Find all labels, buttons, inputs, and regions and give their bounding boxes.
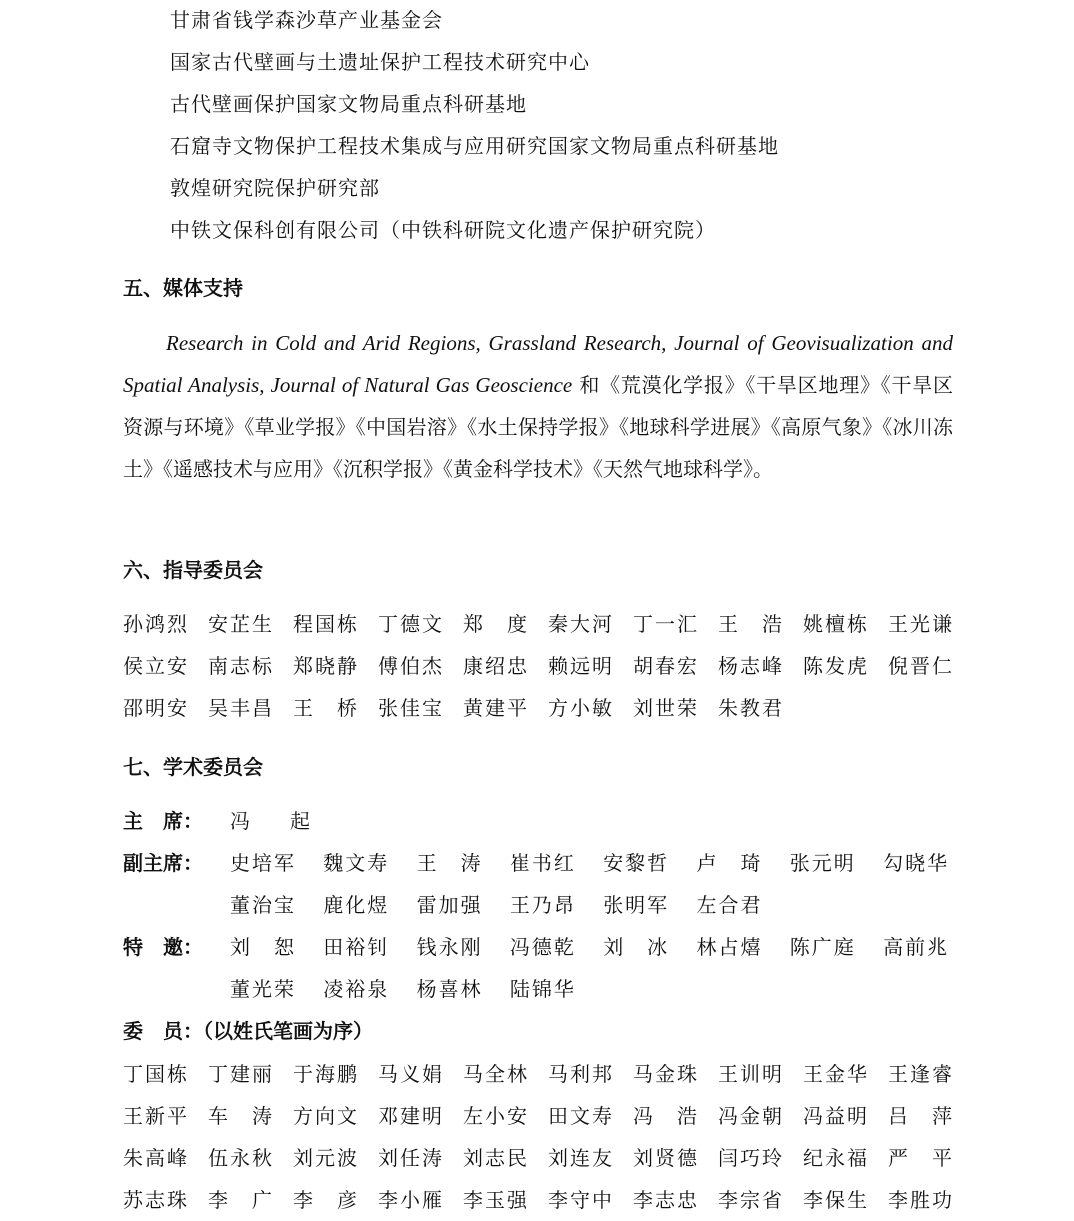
person-name: 史培军 <box>230 851 294 875</box>
person-name: 赖远明 <box>548 654 612 678</box>
person-name: 程国栋 <box>293 612 357 636</box>
person-name: 左合君 <box>696 893 761 917</box>
person-name: 刘 恕 <box>230 935 294 959</box>
section-heading-academic: 七、学术委员会 <box>123 755 263 779</box>
person-name: 邵明安 <box>123 696 187 720</box>
person-name: 马金珠 <box>633 1062 697 1086</box>
person-name: 高前兆 <box>883 935 948 959</box>
person-name: 林占熺 <box>696 935 761 959</box>
person-name: 康绍忠 <box>463 654 527 678</box>
person-name: 严 平 <box>888 1146 952 1170</box>
person-name: 马全林 <box>463 1062 527 1086</box>
person-name: 董光荣 <box>230 977 294 1001</box>
person-name: 方向文 <box>293 1104 357 1128</box>
person-name: 朱教君 <box>718 696 782 720</box>
person-name: 伍永秋 <box>208 1146 272 1170</box>
person-name: 姚檀栋 <box>803 612 867 636</box>
journals-english: Research in Cold and Arid Regions, Grassland Research, Journal of Geovisualization and Spatial Analysis, Journal of Natural Gas Geoscience <box>123 331 953 397</box>
person-name: 鹿化煜 <box>323 893 388 917</box>
organizer-line: 古代壁画保护国家文物局重点科研基地 <box>170 92 527 116</box>
person-name: 刘连友 <box>548 1146 612 1170</box>
person-name: 秦大河 <box>548 612 612 636</box>
person-name: 黄建平 <box>463 696 527 720</box>
person-name: 王 浩 <box>718 612 782 636</box>
media-journals-paragraph <box>123 322 953 490</box>
person-name: 李宗省 <box>718 1188 782 1212</box>
person-name: 刘贤德 <box>633 1146 697 1170</box>
person-name: 王逢睿 <box>888 1062 952 1086</box>
person-name: 王光谦 <box>888 612 952 636</box>
person-name: 刘志民 <box>463 1146 527 1170</box>
person-name: 李志忠 <box>633 1188 697 1212</box>
person-name: 南志标 <box>208 654 272 678</box>
invited-label: 特 邀： <box>123 935 203 959</box>
person-name: 侯立安 <box>123 654 187 678</box>
person-name: 左小安 <box>463 1104 527 1128</box>
section-heading-steering: 六、指导委员会 <box>123 558 263 582</box>
journals-chinese: 和《荒漠化学报》《干旱区地理》《干旱区资源与环境》《草业学报》《中国岩溶》《水土保持学报》《地球科学进展》《高原气象》《冰川冻土》《遥感技术与应用》《沉积学报》《黄金科学技术》《天然气地球科学》。 <box>123 373 953 481</box>
person-name: 苏志珠 <box>123 1188 187 1212</box>
person-name: 郑 度 <box>463 612 527 636</box>
person-name: 丁国栋 <box>123 1062 187 1086</box>
chair-name: 冯 起 <box>230 809 310 833</box>
person-name: 董治宝 <box>230 893 294 917</box>
person-name: 吴丰昌 <box>208 696 272 720</box>
organizer-line: 敦煌研究院保护研究部 <box>170 176 380 200</box>
person-name: 凌裕泉 <box>323 977 388 1001</box>
person-name: 刘元波 <box>293 1146 357 1170</box>
person-name: 傅伯杰 <box>378 654 442 678</box>
person-name: 田文寿 <box>548 1104 612 1128</box>
person-name: 王训明 <box>718 1062 782 1086</box>
section-heading-media: 五、媒体支持 <box>123 276 243 300</box>
person-name: 郑晓静 <box>293 654 357 678</box>
chair-label: 主 席： <box>123 809 203 833</box>
person-name: 勾晓华 <box>883 851 948 875</box>
person-name: 王新平 <box>123 1104 187 1128</box>
person-name: 王金华 <box>803 1062 867 1086</box>
person-name: 刘任涛 <box>378 1146 442 1170</box>
person-name: 安芷生 <box>208 612 272 636</box>
person-name: 王 涛 <box>416 851 481 875</box>
person-name: 张明军 <box>603 893 668 917</box>
person-name: 雷加强 <box>416 893 481 917</box>
person-name: 张元明 <box>789 851 854 875</box>
person-name: 邓建明 <box>378 1104 442 1128</box>
person-name: 李保生 <box>803 1188 867 1212</box>
person-name: 魏文寿 <box>323 851 388 875</box>
person-name: 冯 浩 <box>633 1104 697 1128</box>
person-name: 马义娟 <box>378 1062 442 1086</box>
person-name: 钱永刚 <box>416 935 481 959</box>
person-name: 丁建丽 <box>208 1062 272 1086</box>
person-name: 丁一汇 <box>633 612 697 636</box>
person-name: 李 广 <box>208 1188 272 1212</box>
person-name: 车 涛 <box>208 1104 272 1128</box>
person-name: 刘世荣 <box>633 696 697 720</box>
person-name: 杨喜林 <box>416 977 481 1001</box>
person-name: 王乃昂 <box>509 893 574 917</box>
organizer-line: 国家古代壁画与土遗址保护工程技术研究中心 <box>170 50 590 74</box>
person-name: 李玉强 <box>463 1188 527 1212</box>
person-name: 崔书红 <box>509 851 574 875</box>
organizer-line: 石窟寺文物保护工程技术集成与应用研究国家文物局重点科研基地 <box>170 134 779 158</box>
person-name: 孙鸿烈 <box>123 612 187 636</box>
person-name: 卢 琦 <box>696 851 761 875</box>
person-name: 马利邦 <box>548 1062 612 1086</box>
person-name: 陈广庭 <box>789 935 854 959</box>
person-name: 冯益明 <box>803 1104 867 1128</box>
person-name: 方小敏 <box>548 696 612 720</box>
person-name: 于海鹏 <box>293 1062 357 1086</box>
person-name: 安黎哲 <box>603 851 668 875</box>
person-name: 闫巧玲 <box>718 1146 782 1170</box>
person-name: 杨志峰 <box>718 654 782 678</box>
person-name: 王 桥 <box>293 696 357 720</box>
person-name: 田裕钊 <box>323 935 388 959</box>
person-name: 冯金朝 <box>718 1104 782 1128</box>
person-name: 李守中 <box>548 1188 612 1212</box>
person-name: 李 彦 <box>293 1188 357 1212</box>
person-name: 冯德乾 <box>509 935 574 959</box>
person-name: 倪晋仁 <box>888 654 952 678</box>
organizer-line: 甘肃省钱学森沙草产业基金会 <box>170 8 443 32</box>
person-name: 陆锦华 <box>509 977 574 1001</box>
person-name: 吕 萍 <box>888 1104 952 1128</box>
person-name: 纪永福 <box>803 1146 867 1170</box>
person-name: 李胜功 <box>888 1188 952 1212</box>
vice-chair-label: 副主席： <box>123 851 203 875</box>
members-label: 委 员：（以姓氏笔画为序） <box>123 1019 373 1043</box>
person-name: 刘 冰 <box>603 935 668 959</box>
person-name: 陈发虎 <box>803 654 867 678</box>
organizer-line: 中铁文保科创有限公司（中铁科研院文化遗产保护研究院） <box>170 218 716 242</box>
person-name: 朱高峰 <box>123 1146 187 1170</box>
person-name: 张佳宝 <box>378 696 442 720</box>
person-name: 丁德文 <box>378 612 442 636</box>
person-name: 胡春宏 <box>633 654 697 678</box>
person-name: 李小雁 <box>378 1188 442 1212</box>
